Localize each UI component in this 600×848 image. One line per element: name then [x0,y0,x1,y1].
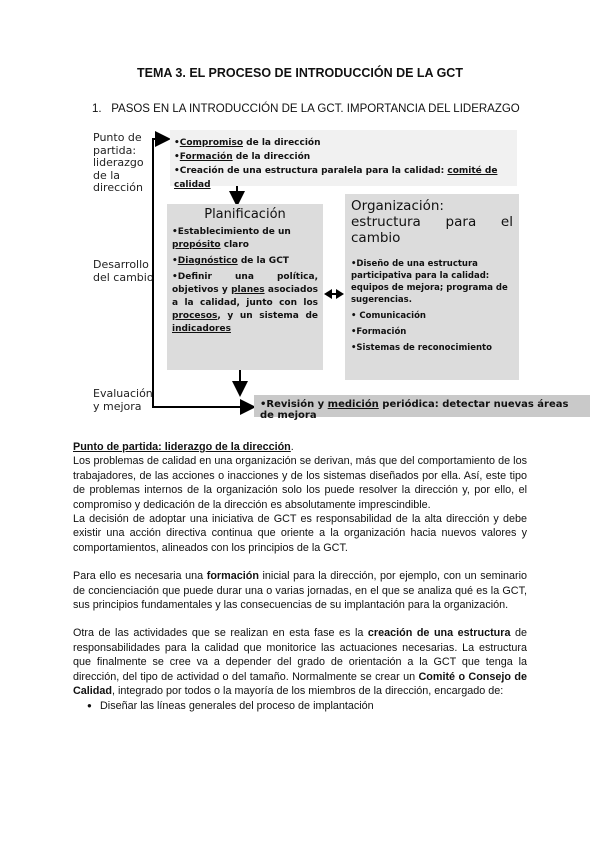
list-item [73,699,527,713]
paragraph-4: Otra de las actividades que se realizan en esta fase es la creación de una estructura de responsabilidades para la calidad que monitorice las actuaciones necesarias. La estructura que finalmente se cree va a depender del grado de orientación a la GCT que tenga la dirección, del tipo de actividad o del tamaño. Normalmente se crear un Comité o Consejo de Calidad, integrado por todos o la mayoría de los miembros de la dirección, encargado de: [73,627,527,698]
planning-item: •Diagnóstico de la GCT [172,256,289,266]
organization-item: •Formación [351,327,407,337]
side-label-line: liderazgo [93,156,144,169]
diagram-box-evaluation: •Revisión y medición periódica: detectar nuevas áreas de mejora [254,395,590,417]
document-body [73,440,527,713]
planning-heading: Planificación [204,207,286,222]
section-number: 1. [92,103,102,115]
organization-item: •Sistemas de reconocimiento [351,343,492,353]
section-title: PASOS EN LA INTRODUCCIÓN DE LA GCT. IMPORTANCIA DEL LIDERAZGO [111,103,520,115]
organization-item: •Diseño de una estructura participativa para la calidad: equipos de mejora; programa de sugerencias. [351,259,508,305]
double-arrow-right-head [336,289,344,299]
side-label-line: Punto de [93,131,142,144]
planning-item: •Establecimiento de un propósito claro [172,227,291,250]
body-heading: Punto de partida: liderazgo de la dirección. [73,441,294,453]
diagram-box-organization [345,194,519,380]
paragraph-2: La decisión de adoptar una iniciativa de GCT es responsabilidad de la alta dirección y debe existir una acción directiva continua que oriente a la organización hacia nuevos valores y comportamientos, alineados con los principios de la GCT. [73,513,527,554]
side-label-line: de la [93,168,121,182]
diagram-box-planning [167,204,323,370]
box-line: •Formación de la dirección [174,152,311,162]
side-label-line: Evaluación [93,387,153,400]
paragraph-1: Los problemas de calidad en una organización se derivan, más que del comportamiento de los trabajadores, de las acciones o inacciones y de los sistemas diseñados por ella. Así, este tipo de problemas internos de la organización solo los puede resolver la dirección y, por ello, el compromiso y dedicación de la dirección es absolutamente imprescindible. [73,455,527,511]
organization-heading [351,198,513,246]
side-label-line: Desarrollo [93,258,149,271]
diagram-box-leadership [170,130,517,190]
organization-item: • Comunicación [351,311,426,321]
side-label-line: y mejora [93,399,142,413]
box-line: •Creación de una estructura paralela para la calidad: comité de calidad [174,166,498,190]
page-title: TEMA 3. EL PROCESO DE INTRODUCCIÓN DE LA GCT [137,66,463,80]
paragraph-3: Para ello es necesaria una formación inicial para la dirección, por ejemplo, con un seminario de concienciación que puede durar una o varias jornadas, en el que se analiza qué es la GCT, sus principios fundamentales y las consecuencias de su implantación para la organización. [73,570,527,612]
organization-heading-line: estructura para el [351,214,513,230]
organization-heading-line: Organización: [351,198,444,214]
list-item-text: Diseñar las líneas generales del proceso de implantación [100,699,374,712]
double-arrow-left-head [324,289,332,299]
side-label-line: partida: [93,143,137,157]
side-label-line: dirección [93,181,143,194]
box-line: •Compromiso de la dirección [174,138,321,148]
organization-heading-line: cambio [351,230,401,246]
bullet-icon: ● [87,700,92,710]
side-label-line: del cambio [93,270,154,284]
planning-item: •Definir una política, objetivos y planes asociados a la calidad, junto con los procesos, y un sistema de indicadores [172,272,318,334]
